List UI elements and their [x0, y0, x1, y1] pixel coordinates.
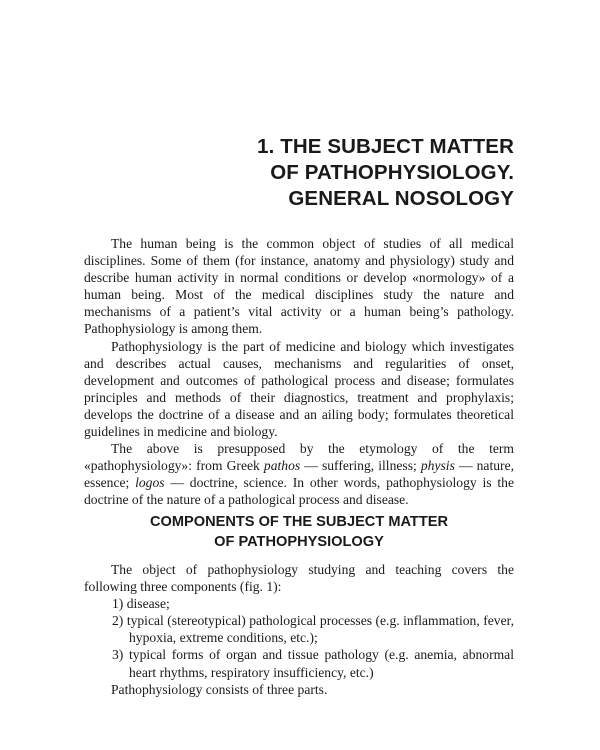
list-item — [84, 646, 514, 680]
chapter-title-line-1: 1. THE SUBJECT MATTER — [257, 135, 514, 158]
components-intro: The object of pathophysiology studying and teaching covers the following three components (fig. 1): — [84, 562, 514, 595]
section-title-line-1: COMPONENTS OF THE SUBJECT MATTER — [149, 514, 449, 530]
list-item-number: 1) — [112, 596, 124, 612]
list-item-text: disease; — [126, 596, 170, 612]
list-item-number: 3) — [112, 647, 124, 663]
components-list — [84, 595, 514, 680]
term-pathos: pathos — [263, 458, 301, 474]
list-item-number: 2) — [112, 613, 124, 629]
paragraph-pathophysiology-definition: Pathophysiology is the part of medicine and biology which investigates and describes actual causes, mechanisms and regularities of onset, development and outcomes of pathological process and disease; formulates principles and methods of their diagnostics, treatment and prophylaxis; develops the doctrine of a disease and an ailing body; formulates theoretical guidelines in medicine and biology. — [84, 338, 514, 440]
closing-sentence: Pathophysiology consists of three parts. — [111, 681, 328, 697]
list-item-text: typical forms of organ and tissue pathology (e.g. anemia, abnormal heart rhythms, respiratory insufficiency, etc.) — [129, 647, 514, 680]
chapter-title-line-3: GENERAL NOSOLOGY — [288, 187, 514, 210]
list-item-text: typical (stereotypical) pathological processes (e.g. inflammation, fever, hypoxia, extreme conditions, etc.); — [126, 613, 514, 646]
section-title-line-2: OF PATHOPHYSIOLOGY — [214, 534, 384, 550]
definition-logos: — doctrine, science. In other words, pathophysiology is the doctrine of the nature of a pathological process and disease. — [84, 475, 514, 508]
components-text — [84, 561, 514, 698]
paragraph-etymology — [84, 440, 514, 508]
definition-pathos: — suffering, illness; — [300, 458, 421, 474]
list-item — [84, 612, 514, 646]
intro-text — [84, 235, 514, 509]
term-physis: physis — [420, 458, 455, 474]
list-item — [84, 595, 514, 612]
chapter-title-line-2: OF PATHOPHYSIOLOGY. — [270, 161, 514, 184]
section-title — [84, 512, 514, 552]
definition-physis: — nature, essence; — [84, 458, 514, 491]
etymology-lead: The above is presupposed by the etymology of the term «pathophysiology»: from Greek — [84, 441, 514, 474]
term-logos: logos — [135, 475, 165, 491]
paragraph-human-being: The human being is the common object of studies of all medical disciplines. Some of them (for instance, anatomy and physiology) study and describe human activity in normal conditions or develop «normology» of a human being. Most of the medical disciplines study the nature and mechanisms of a patient’s vital activity or a human being’s pathology. Pathophysiology is among them. — [84, 236, 514, 337]
chapter-title — [94, 134, 514, 212]
